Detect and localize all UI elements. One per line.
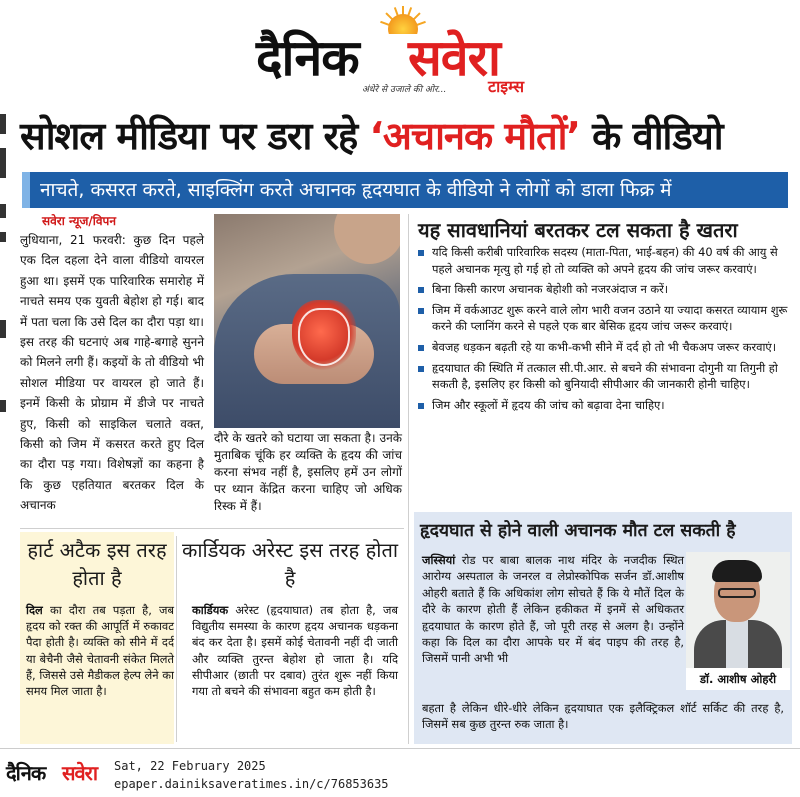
heart-attack-text: का दौरा तब पड़ता है, जब हृदय को रक्त की आपूर्ति में रुकावट पैदा होती है। व्यक्ति को सीने में दर्द या बेचैनी जैसे चेतावनी संकेत मिलते हैं, जिससे उसे मैडीकल हेल्प लेने का समय मिल जाता है। — [26, 603, 174, 699]
heart-attack-heading: हार्ट अटैक इस तरह होता है — [27, 538, 167, 590]
tips-item: जिम में वर्कआउट शुरू करने वाले लोग भारी वजन उठाने या ज्यादा कसरत व्यायाम शुरू करने की प्लानिंग करने से पहले एक बार बेसिक हृदय जांच जरूर करवाएं। — [416, 302, 788, 335]
footer-logo-right: सवेरा — [62, 761, 97, 785]
headline-highlight: ‘अचानक मौतों’ — [369, 114, 580, 158]
heart-attack-body — [26, 602, 174, 699]
footer-url[interactable]: epaper.dainiksaveratimes.in/c/76853635 — [114, 777, 389, 791]
doctor-box-heading: हृदयघात से होने वाली अचानक मौत टल सकती है — [420, 521, 736, 541]
divider — [20, 528, 404, 529]
masthead-name-left: दैनिक — [256, 28, 359, 87]
masthead-name-right: सवेरा — [408, 28, 500, 87]
tips-list — [416, 244, 788, 417]
byline: सवेरा न्यूज/विपन — [42, 214, 117, 228]
tips-item: यदि किसी करीबी पारिवारिक सदस्य (माता-पिता, भाई-बहन) की 40 वर्ष की आयु से पहले अचानक मृत्यु हो गई हो तो व्यक्ति को अपने हृदय की जांच जरूर करवाएं। — [416, 244, 788, 277]
masthead-times: टाइम्स — [488, 77, 525, 96]
article-mid-column: दौरे के खतरे को घटाया जा सकता है। उनके मुताबिक चूंकि हर व्यक्ति के हृदय की जांच करना संभव नहीं है, इसलिए हमें उन लोगों पर ध्यान केंद्रित करना चाहिए जो अधिक रिस्क में हैं। — [214, 431, 402, 513]
masthead — [0, 0, 800, 100]
masthead-tagline: अंधेरे से उजाले की ओर... — [362, 85, 447, 95]
tips-item: बेवजह धड़कन बढ़ती रहे या कभी-कभी सीने में दर्द हो तो भी चैकअप जरूर करवाएं। — [416, 339, 788, 356]
cardiac-arrest-heading: कार्डियक अरेस्ट इस तरह होता है — [181, 538, 399, 590]
article-photo — [214, 214, 400, 428]
cardiac-arrest-body — [192, 602, 398, 699]
doctor-box-lead: जस्सियां — [422, 553, 456, 567]
tips-item: बिना किसी कारण अचानक बेहोशी को नजरअंदाज न करें। — [416, 281, 788, 298]
footer-date: Sat, 22 February 2025 — [114, 759, 266, 773]
cardiac-arrest-box — [178, 532, 402, 744]
heart-attack-box — [20, 532, 174, 744]
footer — [0, 748, 800, 797]
cardiac-arrest-lead: कार्डियक — [192, 603, 229, 617]
doctor-box-body — [422, 552, 684, 667]
article-left-column: लुधियाना, 21 फरवरी: कुछ दिन पहले एक दिल दहला देने वाला वीडियो वायरल हुआ था। इसमें एक पारिवारिक समारोह में नाचते समय एक युवती बेहोश हो गई। बाद में पता चला कि उसे दिल का दौरा पड़ा था। इस तरह की घटनाएं अब गाहे-बगाहे सुनने को मिलने लगी हैं। कइयों के तो वीडियो भी सोशल मीडिया पर वायरल हो जाते हैं। इनमें किसी के प्रोग्राम में डीजे पर नाचते हुए, किसी को साइकिल चलाते वक्त, किसी को जिम में कसरत करते हुए दिल का दौरा पड़ गया। विशेषज्ञों का कहना है कि कुछ एहतियात बरतकर दिल के अचानक — [20, 233, 204, 513]
doctor-box-body-end: बहता है लेकिन धीरे-धीरे लेकिन हृदयाघात एक इलैक्ट्रिकल शॉर्ट सर्किट की तरह है, जिसमें सब कुछ तुरन्त रुक जाता है। — [422, 701, 784, 732]
heart-attack-lead: दिल — [26, 603, 43, 617]
subheadline-banner: नाचते, कसरत करते, साइक्लिंग करते अचानक हृदयघात के वीडियो ने लोगों को डाला फिक्र में — [22, 172, 788, 208]
divider — [408, 214, 409, 744]
divider — [176, 536, 177, 742]
main-headline — [20, 104, 800, 168]
footer-logo-left: दैनिक — [6, 761, 46, 785]
doctor-portrait — [686, 552, 790, 690]
clipped-adjacent-column — [0, 100, 8, 520]
tips-item: जिम और स्कूलों में हृदय की जांच को बढ़ावा देना चाहिए। — [416, 397, 788, 414]
tips-heading: यह सावधानियां बरतकर टल सकता है खतरा — [418, 218, 738, 242]
doctor-portrait-caption: डॉ. आशीष ओहरी — [686, 668, 790, 690]
headline-part1: सोशल मीडिया पर डरा रहे — [20, 114, 370, 158]
headline-part2: के वीडियो — [579, 114, 723, 158]
doctor-box — [414, 512, 792, 744]
doctor-box-text: रोड पर बाबा बालक नाथ मंदिर के नजदीक स्थित आरोग्य अस्पताल के जनरल व लेप्रोस्कोपिक सर्जन डॉ.आशीष ओहरी बताते हैं कि अधिकांश लोग सोचते हैं कि ये मौतें दिल के दौरे के कारण होती हैं लेकिन हकीकत में इनमें से अधिकतर हृदयाघात के कारण होते हैं, जो पूरी तरह से अलग है। उन्होंने कहा कि दिल का दौरा आपके घर में बंद पाइप की तरह है, जिसमें पानी अभी भी — [422, 553, 684, 666]
cardiac-arrest-text: अरेस्ट (हृदयाघात) तब होता है, जब विद्युतीय समस्या के कारण हृदय अचानक धड़कना बंद कर देता है। इसमें कोई चेतावनी नहीं दी जाती और व्यक्ति तुरन्त बेहोश हो जाता है। यदि सीपीआर (छाती पर दबाव) तुरंत शुरू नहीं किया गया तो बचने की संभावना बहुत कम होती है। — [192, 603, 398, 699]
tips-item: हृदयाघात की स्थिति में तत्काल सी.पी.आर. से बचने की संभावना दोगुनी या तिगुनी हो सकती है, इसलिए हर किसी को बुनियादी सीपीआर की जानकारी होनी चाहिए। — [416, 360, 788, 393]
